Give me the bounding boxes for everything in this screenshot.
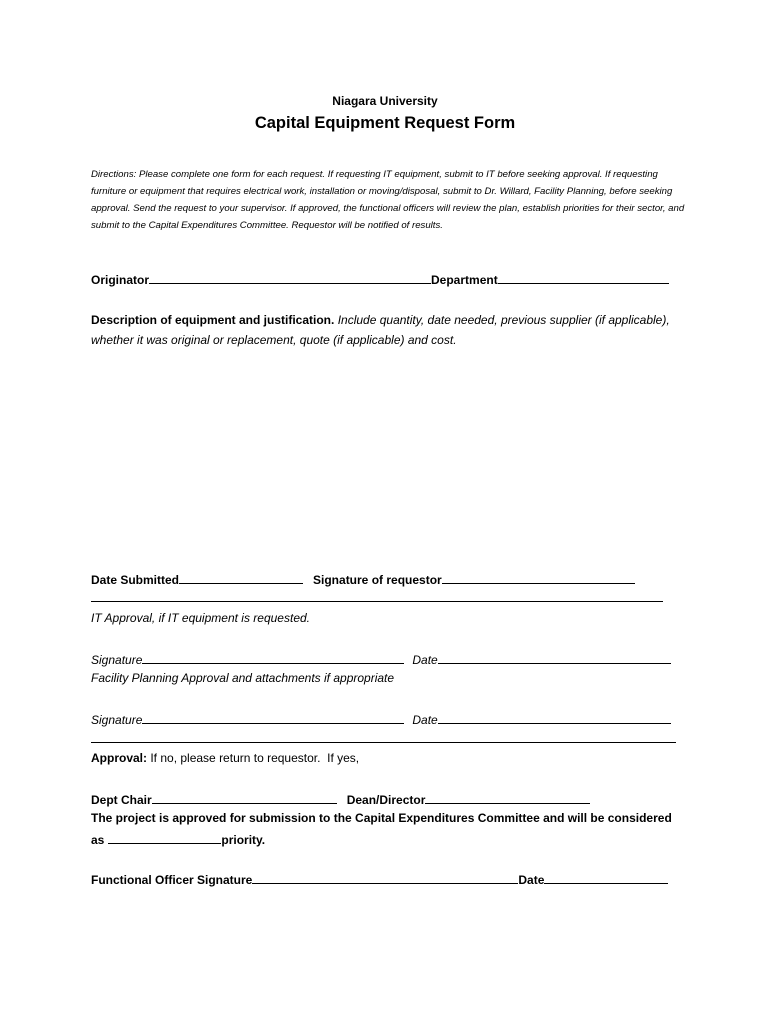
approval-label: Approval: — [91, 751, 148, 765]
dept-chair-field[interactable] — [152, 791, 337, 804]
divider-line-2 — [91, 742, 676, 743]
chair-row — [91, 791, 590, 807]
priority-row — [91, 831, 265, 847]
description-field[interactable] — [91, 352, 676, 552]
it-signature-row — [91, 651, 671, 667]
signature-requestor-label: Signature of requestor — [313, 573, 442, 587]
dean-label: Dean/Director — [346, 793, 426, 807]
submission-row — [91, 571, 635, 587]
directions-text: Directions: Please complete one form for each request. If requesting IT equipment, submit to IT before seeking approval. If requesting furniture or equipment that requires electrical work, installation or moving/disposal, submit to Dr. Willard, Facility Planning, before seeking approval. Send the request to your supervisor. If approved, the functional officers will review the plan, establish priorities for their sector, and submit to the Capital Expenditures Committee. Requestor will be notified of results. — [91, 169, 685, 231]
date-submitted-field[interactable] — [179, 571, 303, 584]
dept-chair-label: Dept Chair — [91, 793, 152, 807]
facility-signature-row — [91, 711, 671, 727]
priority-label: priority. — [221, 833, 266, 847]
approval-text: If no, please return to requestor. If yes, — [147, 751, 360, 765]
priority-field[interactable] — [108, 831, 221, 844]
department-field[interactable] — [498, 271, 669, 284]
description-hint: Include quantity, date needed, previous supplier (if applicable), whether it was original or replacement, quote (if applicable) and cost. — [91, 313, 670, 347]
it-signature-label: Signature — [91, 653, 143, 667]
priority-statement: The project is approved for submission to the Capital Expenditures Committee and will be considered — [91, 811, 672, 825]
as-label: as — [91, 833, 105, 847]
facility-signature-field[interactable] — [142, 711, 404, 724]
department-label: Department — [431, 273, 498, 287]
it-date-field[interactable] — [438, 651, 671, 664]
facility-date-label: Date — [412, 713, 438, 727]
functional-officer-label: Functional Officer Signature — [91, 873, 253, 887]
facility-signature-label: Signature — [91, 713, 143, 727]
originator-row — [91, 271, 669, 287]
description-section — [91, 310, 691, 350]
functional-officer-signature-field[interactable] — [252, 871, 518, 884]
description-label: Description of equipment and justification. — [91, 313, 335, 327]
approval-row — [91, 751, 359, 765]
form-title: Capital Equipment Request Form — [254, 114, 516, 132]
date-submitted-label: Date Submitted — [91, 573, 180, 587]
it-signature-field[interactable] — [142, 651, 404, 664]
university-name: Niagara University — [332, 94, 438, 108]
facility-approval-heading: Facility Planning Approval and attachments if appropriate — [91, 671, 395, 685]
originator-field[interactable] — [149, 271, 431, 284]
originator-label: Originator — [91, 273, 150, 287]
signature-requestor-field[interactable] — [442, 571, 635, 584]
facility-date-field[interactable] — [438, 711, 671, 724]
divider-line — [91, 601, 663, 602]
functional-officer-row — [91, 871, 668, 887]
it-date-label: Date — [412, 653, 438, 667]
dean-field[interactable] — [425, 791, 590, 804]
functional-officer-date-field[interactable] — [544, 871, 668, 884]
it-approval-heading: IT Approval, if IT equipment is requested. — [91, 611, 310, 625]
functional-officer-date-label: Date — [518, 873, 545, 887]
